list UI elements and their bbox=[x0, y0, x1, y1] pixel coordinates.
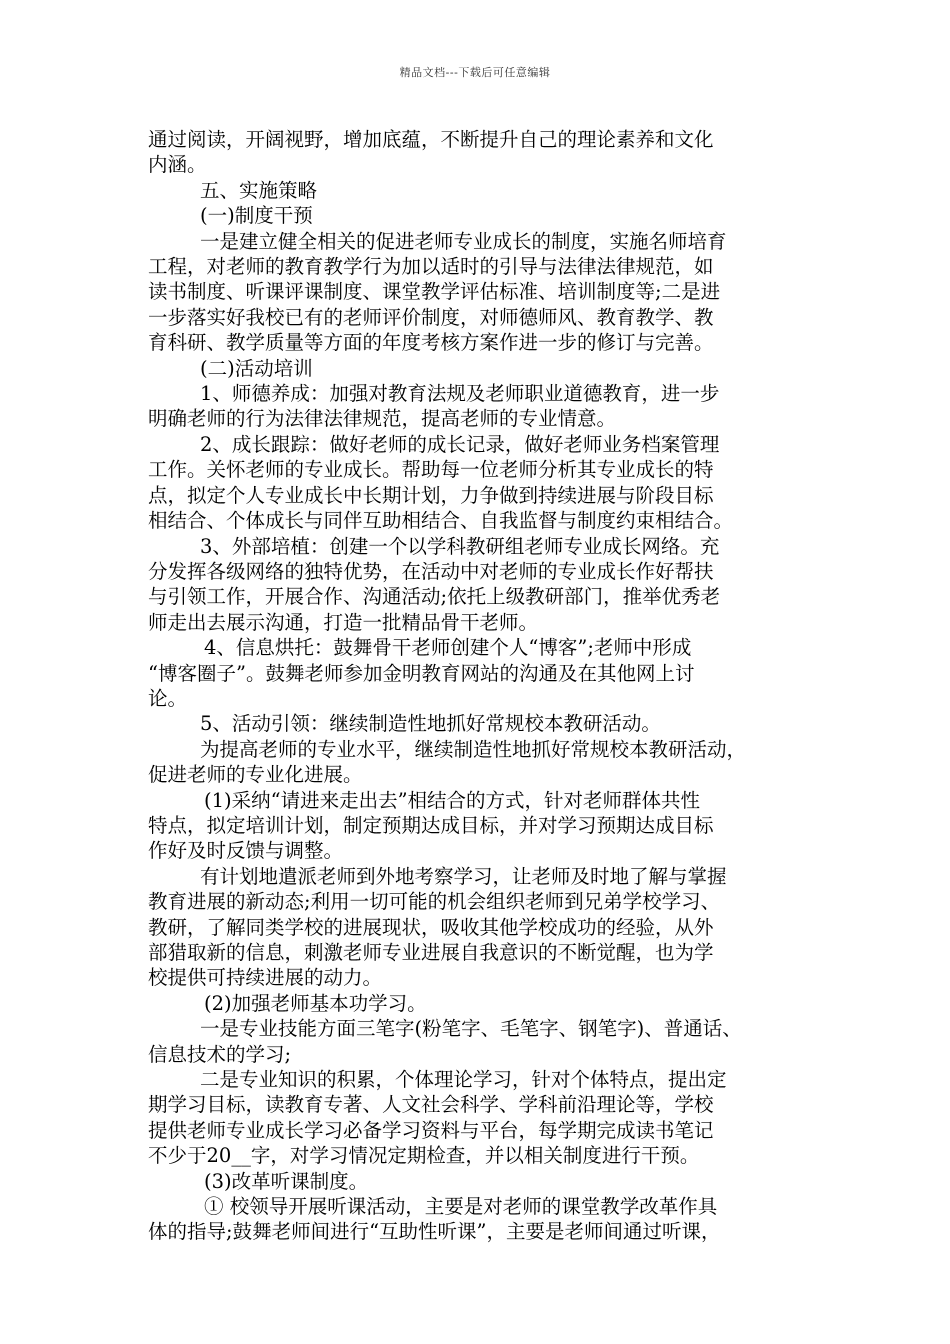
text-line: 工作。关怀老师的专业成长。帮助每一位老师分析其专业成长的特 bbox=[148, 458, 714, 482]
text-line: 一是建立健全相关的促进老师专业成长的制度，实施名师培育 bbox=[200, 229, 727, 253]
section-heading: 五、实施策略 bbox=[200, 178, 318, 202]
text-line: 二是专业知识的积累，个体理论学习，针对个体特点，提出定 bbox=[200, 1068, 727, 1092]
text-line: 明确老师的行为法律法律规范，提高老师的专业情意。 bbox=[148, 407, 617, 431]
text-line: ① 校领导开展听课活动，主要是对老师的课堂教学改革作具 bbox=[204, 1195, 718, 1219]
text-line: 5、活动引领：继续制造性地抓好常规校本教研活动。 bbox=[200, 712, 661, 736]
text-line: 育科研、教学质量等方面的年度考核方案作进一步的修订与完善。 bbox=[148, 331, 714, 355]
page-header: 精品文档---下载后可任意编辑 bbox=[399, 66, 551, 79]
text-line: 与引领工作，开展合作、沟通活动;依托上级教研部门，推举优秀老 bbox=[148, 585, 721, 609]
text-line: 工程，对老师的教育教学行为加以适时的引导与法律法律规范，如 bbox=[148, 255, 714, 279]
text-line: 3、外部培植：创建一个以学科教研组老师专业成长网络。充 bbox=[200, 534, 720, 558]
text-line: 教研，了解同类学校的进展现状，吸收其他学校成功的经验，从外 bbox=[148, 915, 714, 939]
text-line: 作好及时反馈与调整。 bbox=[148, 839, 344, 863]
text-line: 相结合、个体成长与同伴互助相结合、自我监督与制度约束相结合。 bbox=[148, 509, 734, 533]
text-line: 教育进展的新动态;利用一切可能的机会组织老师到兄弟学校学习、 bbox=[148, 890, 721, 914]
document-body bbox=[148, 127, 818, 1245]
text-line: 为提高老师的专业水平，继续制造性地抓好常规校本教研活动， bbox=[200, 737, 747, 761]
text-line: 师走出去展示沟通，打造一批精品骨干老师。 bbox=[148, 610, 539, 634]
text-line: 通过阅读，开阔视野，增加底蕴，不断提升自己的理论素养和文化 bbox=[148, 128, 714, 151]
text-line: 有计划地遣派老师到外地考察学习，让老师及时地了解与掌握 bbox=[200, 864, 727, 888]
text-line: 信息技术的学习; bbox=[148, 1042, 292, 1066]
text-line: 点，拟定个人专业成长中长期计划，力争做到持续进展与阶段目标 bbox=[148, 483, 714, 507]
text-line: 内涵。 bbox=[148, 153, 207, 177]
text-line: “博客圈子”。鼓舞老师参加金明教育网站的沟通及在其他网上讨 bbox=[148, 661, 695, 685]
text-line: 部猎取新的信息，刺激老师专业进展自我意识的不断觉醒，也为学 bbox=[148, 941, 714, 964]
text-line: 2、成长跟踪：做好老师的成长记录，做好老师业务档案管理 bbox=[200, 432, 720, 456]
text-line: 不少于20__字，对学习情况定期检查，并以相关制度进行干预。 bbox=[148, 1144, 700, 1168]
text-line: 1、师德养成：加强对教育法规及老师职业道德教育，进一步 bbox=[200, 382, 720, 406]
subsection-heading: (一)制度干预 bbox=[200, 204, 313, 228]
text-line: 4、信息烘托：鼓舞骨干老师创建个人“博客”;老师中形成 bbox=[204, 636, 692, 660]
text-line: 读书制度、听课评课制度、课堂教学评估标准、培训制度等;二是进 bbox=[148, 280, 721, 304]
text-line: (2)加强老师基本功学习。 bbox=[204, 991, 427, 1015]
text-line: (1)采纳“请进来走出去”相结合的方式，针对老师群体共性 bbox=[204, 788, 701, 812]
text-line: 一是专业技能方面三笔字(粉笔字、毛笔字、钢笔字)、普通话、 bbox=[200, 1017, 742, 1041]
text-line: 一步落实好我校已有的老师评价制度，对师德师风、教育教学、教 bbox=[148, 305, 714, 329]
text-line: 论。 bbox=[148, 686, 188, 710]
text-line: 分发挥各级网络的独特优势，在活动中对老师的专业成长作好帮扶 bbox=[148, 559, 714, 583]
text-line: 校提供可持续进展的动力。 bbox=[148, 966, 383, 990]
text-line: (3)改革听课制度。 bbox=[204, 1169, 369, 1193]
text-line: 促进老师的专业化进展。 bbox=[148, 763, 363, 787]
text-line: 提供老师专业成长学习必备学习资料与平台，每学期完成读书笔记 bbox=[148, 1118, 714, 1142]
text-line: 期学习目标，读教育专著、人文社会科学、学科前沿理论等，学校 bbox=[148, 1093, 714, 1117]
text-line: 特点，拟定培训计划，制定预期达成目标，并对学习预期达成目标 bbox=[148, 813, 714, 837]
subsection-heading: (二)活动培训 bbox=[200, 356, 313, 380]
text-line: 体的指导;鼓舞老师间进行“互助性听课”，主要是老师间通过听课， bbox=[148, 1220, 721, 1244]
